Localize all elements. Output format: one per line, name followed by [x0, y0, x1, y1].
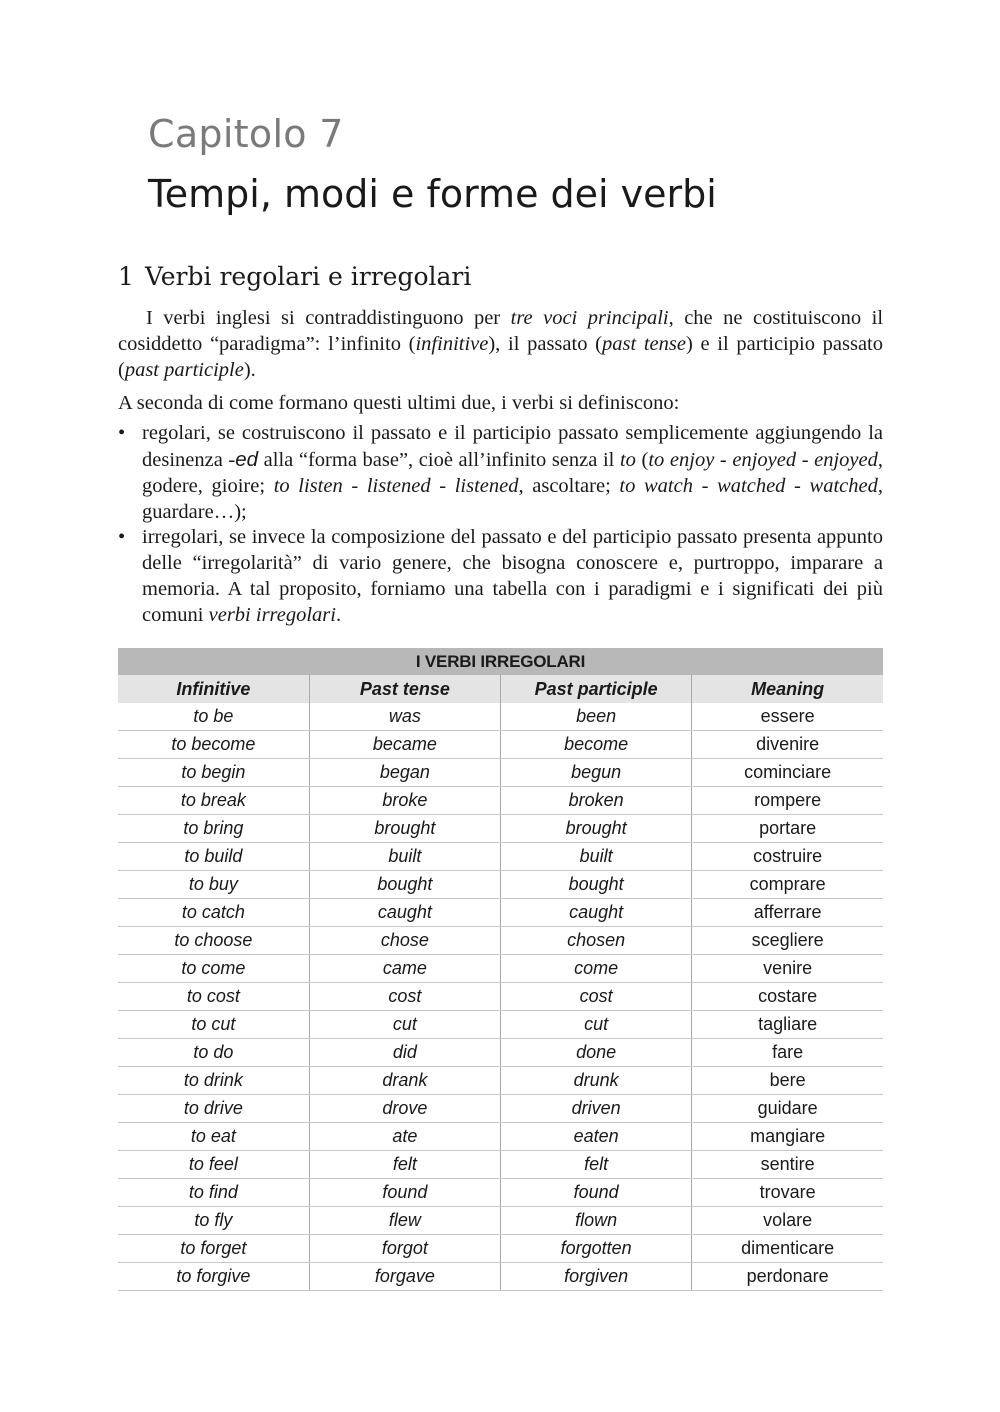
cell-past-tense: ate: [309, 1123, 500, 1151]
cell-past-participle: found: [501, 1179, 692, 1207]
verb-type-list: [118, 421, 883, 628]
cell-infinitive: to cut: [118, 1011, 309, 1039]
cell-past-participle: bought: [501, 871, 692, 899]
table-row: [118, 787, 883, 815]
cell-infinitive: to catch: [118, 899, 309, 927]
cell-past-participle: caught: [501, 899, 692, 927]
cell-past-tense: built: [309, 843, 500, 871]
cell-meaning: essere: [692, 703, 883, 731]
cell-infinitive: to become: [118, 731, 309, 759]
table-row: [118, 1039, 883, 1067]
cell-past-participle: felt: [501, 1151, 692, 1179]
chapter-title: Tempi, modi e forme dei verbi: [148, 172, 717, 216]
chapter-label: Capitolo 7: [148, 112, 344, 156]
cell-past-tense: bought: [309, 871, 500, 899]
table-header-row: [118, 675, 883, 703]
cell-meaning: portare: [692, 815, 883, 843]
column-header: Past tense: [309, 675, 500, 703]
body-text: [118, 306, 883, 629]
cell-meaning: fare: [692, 1039, 883, 1067]
table-row: [118, 1067, 883, 1095]
cell-past-participle: come: [501, 955, 692, 983]
cell-meaning: venire: [692, 955, 883, 983]
cell-meaning: scegliere: [692, 927, 883, 955]
column-header: Past participle: [501, 675, 692, 703]
cell-past-participle: drunk: [501, 1067, 692, 1095]
table-row: [118, 1179, 883, 1207]
bullet-icon: •: [118, 526, 126, 549]
cell-past-participle: brought: [501, 815, 692, 843]
table-row: [118, 815, 883, 843]
cell-infinitive: to begin: [118, 759, 309, 787]
list-item-irregular: [118, 525, 883, 628]
table-row: [118, 927, 883, 955]
table-row: [118, 899, 883, 927]
cell-infinitive: to break: [118, 787, 309, 815]
cell-meaning: bere: [692, 1067, 883, 1095]
cell-past-participle: become: [501, 731, 692, 759]
cell-past-participle: built: [501, 843, 692, 871]
cell-past-participle: forgiven: [501, 1263, 692, 1291]
cell-past-tense: flew: [309, 1207, 500, 1235]
cell-infinitive: to do: [118, 1039, 309, 1067]
table-title: I VERBI IRREGOLARI: [118, 648, 883, 675]
cell-infinitive: to choose: [118, 927, 309, 955]
table-row: [118, 731, 883, 759]
table-row: [118, 1207, 883, 1235]
table-row: [118, 703, 883, 731]
cell-infinitive: to come: [118, 955, 309, 983]
cell-past-participle: eaten: [501, 1123, 692, 1151]
cell-past-tense: drove: [309, 1095, 500, 1123]
cell-meaning: afferrare: [692, 899, 883, 927]
section-title: Verbi regolari e irregolari: [145, 262, 472, 291]
cell-infinitive: to feel: [118, 1151, 309, 1179]
table-row: [118, 1263, 883, 1291]
cell-meaning: sentire: [692, 1151, 883, 1179]
table-row: [118, 759, 883, 787]
cell-past-participle: cost: [501, 983, 692, 1011]
list-item-text: regolari, se costruiscono il passato e il participio passato semplicemente aggiungendo la desinenza -ed alla “forma base”, cioè all’infinito senza il to (to enjoy - enjoyed - enjoyed, godere, gioire; to listen - listened - listened, ascoltare; to watch - watched - watched, guardare…);: [142, 422, 883, 523]
classification-paragraph: A seconda di come formano questi ultimi due, i verbi si definiscono:: [118, 392, 680, 415]
cell-meaning: perdonare: [692, 1263, 883, 1291]
cell-meaning: costruire: [692, 843, 883, 871]
column-header: Meaning: [692, 675, 883, 703]
cell-meaning: comprare: [692, 871, 883, 899]
cell-infinitive: to bring: [118, 815, 309, 843]
cell-past-tense: drank: [309, 1067, 500, 1095]
cell-meaning: rompere: [692, 787, 883, 815]
cell-past-tense: cost: [309, 983, 500, 1011]
bullet-icon: •: [118, 422, 126, 445]
cell-meaning: guidare: [692, 1095, 883, 1123]
table-row: [118, 1123, 883, 1151]
table-row: [118, 871, 883, 899]
column-header: Infinitive: [118, 675, 309, 703]
cell-meaning: tagliare: [692, 1011, 883, 1039]
cell-past-participle: begun: [501, 759, 692, 787]
cell-infinitive: to drive: [118, 1095, 309, 1123]
table-row: [118, 843, 883, 871]
cell-infinitive: to forgive: [118, 1263, 309, 1291]
cell-past-participle: broken: [501, 787, 692, 815]
cell-past-participle: done: [501, 1039, 692, 1067]
cell-past-tense: caught: [309, 899, 500, 927]
cell-past-tense: cut: [309, 1011, 500, 1039]
table-body: [118, 703, 883, 1291]
cell-infinitive: to fly: [118, 1207, 309, 1235]
cell-meaning: divenire: [692, 731, 883, 759]
cell-past-participle: forgotten: [501, 1235, 692, 1263]
cell-meaning: mangiare: [692, 1123, 883, 1151]
cell-meaning: costare: [692, 983, 883, 1011]
cell-past-tense: came: [309, 955, 500, 983]
table-row: [118, 955, 883, 983]
cell-past-participle: chosen: [501, 927, 692, 955]
cell-past-tense: chose: [309, 927, 500, 955]
cell-infinitive: to eat: [118, 1123, 309, 1151]
table-row: [118, 1151, 883, 1179]
cell-infinitive: to forget: [118, 1235, 309, 1263]
cell-infinitive: to cost: [118, 983, 309, 1011]
cell-past-tense: became: [309, 731, 500, 759]
section-heading: [118, 262, 471, 291]
cell-past-tense: forgot: [309, 1235, 500, 1263]
cell-past-tense: forgave: [309, 1263, 500, 1291]
cell-past-tense: broke: [309, 787, 500, 815]
table-row: [118, 1011, 883, 1039]
irregular-verbs-table: [118, 648, 883, 1291]
cell-past-tense: found: [309, 1179, 500, 1207]
cell-past-tense: was: [309, 703, 500, 731]
cell-meaning: cominciare: [692, 759, 883, 787]
table-row: [118, 983, 883, 1011]
section-number: 1: [118, 262, 134, 291]
table-row: [118, 1095, 883, 1123]
cell-infinitive: to buy: [118, 871, 309, 899]
cell-infinitive: to build: [118, 843, 309, 871]
table-row: [118, 1235, 883, 1263]
intro-paragraph: I verbi inglesi si contraddistinguono per tre voci principali, che ne costituiscono il cosiddetto “paradigma”: l’infinito (infinitive), il passato (past tense) e il participio passato (past participle).: [118, 307, 884, 381]
cell-past-tense: felt: [309, 1151, 500, 1179]
list-item-regular: [118, 421, 883, 525]
cell-infinitive: to find: [118, 1179, 309, 1207]
cell-meaning: trovare: [692, 1179, 883, 1207]
cell-meaning: volare: [692, 1207, 883, 1235]
cell-infinitive: to be: [118, 703, 309, 731]
cell-past-participle: flown: [501, 1207, 692, 1235]
cell-past-tense: began: [309, 759, 500, 787]
cell-past-tense: did: [309, 1039, 500, 1067]
cell-past-participle: driven: [501, 1095, 692, 1123]
cell-past-participle: cut: [501, 1011, 692, 1039]
cell-meaning: dimenticare: [692, 1235, 883, 1263]
cell-infinitive: to drink: [118, 1067, 309, 1095]
cell-past-participle: been: [501, 703, 692, 731]
cell-past-tense: brought: [309, 815, 500, 843]
list-item-text: irregolari, se invece la composizione del passato e del participio passato presenta appunto delle “irregolarità” di vario genere, che bisogna conoscere e, purtroppo, imparare a memoria. A tal proposito, forniamo una tabella con i paradigmi e i significati dei più comuni verbi irregolari.: [142, 526, 883, 626]
